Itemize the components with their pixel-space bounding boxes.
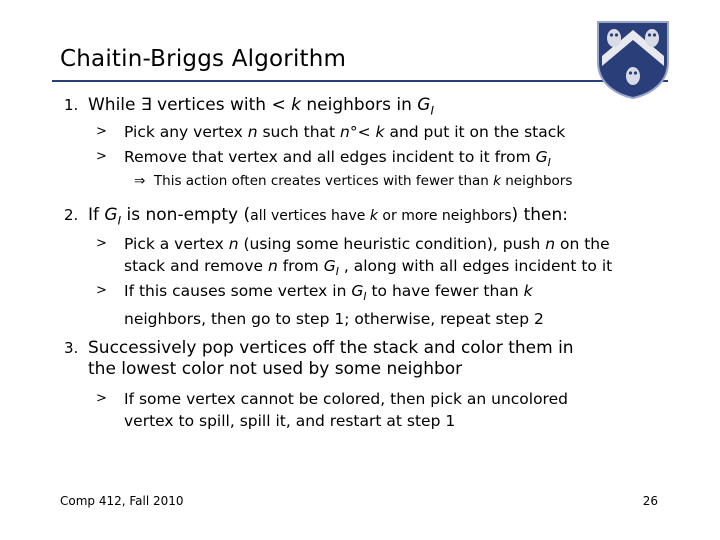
note-text: This action often creates vertices with fewer than k neighbors <box>153 173 573 189</box>
sub-item-text: If some vertex cannot be colored, then pick an uncolored vertex to spill, spill it, and restart at step 1 <box>124 390 568 430</box>
step-text: Successively pop vertices off the stack and color them in the lowest color not used by some neighbor <box>88 338 574 379</box>
sub-item-text: Pick any vertex n such that n°< k and put it on the stack <box>124 123 566 141</box>
sub-item-text: Pick a vertex n (using some heuristic condition), push n on the stack and remove n from $G_I$ , along with all edges incident to it <box>124 235 613 279</box>
title-divider <box>52 80 668 82</box>
footer-course: Comp 412, Fall 2010 <box>60 494 184 508</box>
note-item <box>134 173 572 189</box>
slide-title: Chaitin-Briggs Algorithm <box>60 46 347 72</box>
step-number: 1. <box>64 96 79 114</box>
sub-bullet-marker: > <box>96 124 107 139</box>
sub-bullet-marker: > <box>96 149 107 164</box>
page-number: 26 <box>642 494 658 508</box>
step-number: 2. <box>64 206 79 224</box>
sub-bullet-marker: > <box>96 283 107 298</box>
sub-bullet-marker: > <box>96 236 107 251</box>
rice-owl-shield-icon <box>594 18 672 100</box>
step-text: If $G_I$ is non-empty (all vertices have k or more neighbors) then: <box>88 205 568 228</box>
step-text: While ∃ vertices with < k neighbors in $G_I$ <box>88 95 434 118</box>
sub-item-text: If this causes some vertex in $G_I$ to have fewer than k neighbors, then go to step 1; otherwise, repeat step 2 <box>124 282 544 329</box>
sub-item-text: Remove that vertex and all edges incident to it from $G_I$ <box>124 148 551 170</box>
sub-bullet-marker: > <box>96 391 107 406</box>
implies-arrow-icon: ⇒ <box>134 173 146 189</box>
step-number: 3. <box>64 339 79 357</box>
